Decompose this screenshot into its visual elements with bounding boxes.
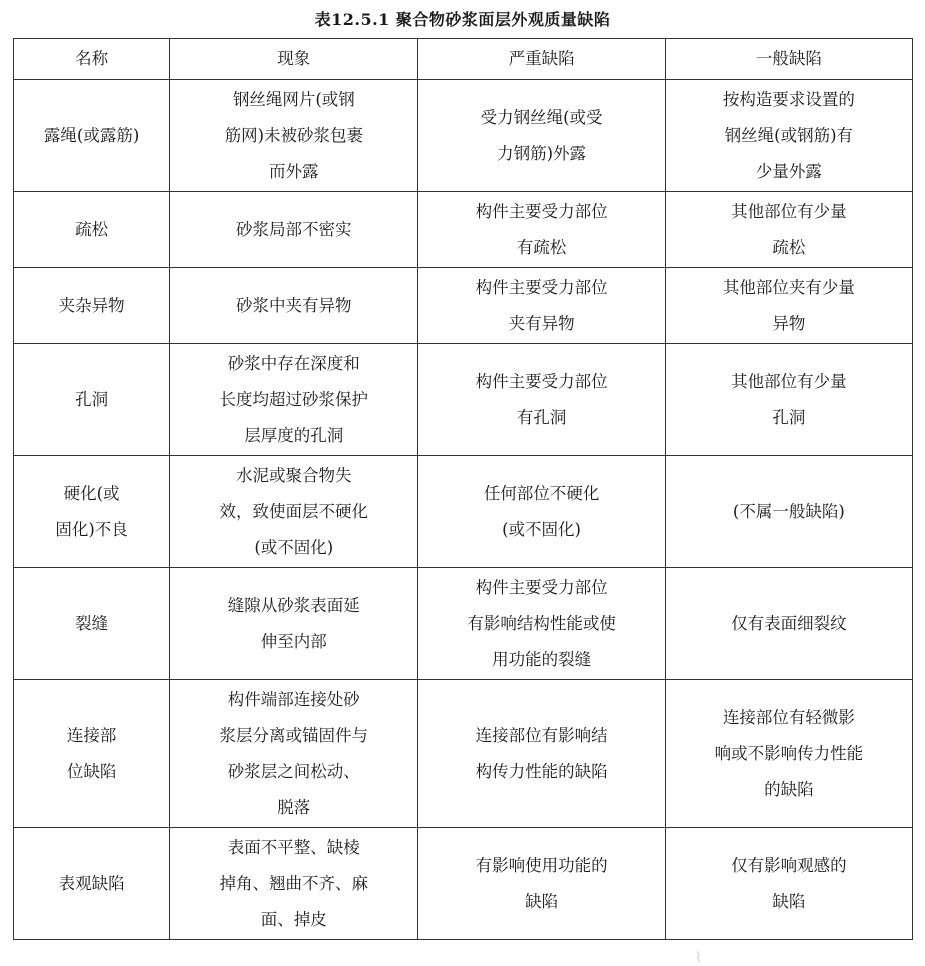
cell-line: 孔洞 [75,389,109,409]
cell-line: 构件主要受力部位 [475,577,608,597]
cell-line: 钢丝绳网片(或钢 [232,89,355,109]
cell-line: 掉角、翘曲不齐、麻 [219,873,369,893]
phenomenon-cell [170,268,418,344]
cell-line: 缺陷 [772,891,806,911]
name-cell [14,268,170,344]
general-defect-cell [665,828,912,940]
general-defect-cell [665,192,912,268]
cell-line: 缝隙从砂浆表面延 [227,595,360,615]
table-row [14,680,913,828]
header-serious-defect: 严重缺陷 [418,39,665,80]
cell-line: 异物 [772,313,806,333]
phenomenon-cell [170,80,418,192]
serious-defect-cell [418,568,665,680]
cell-line: 夹杂异物 [58,295,125,315]
cell-line: 伸至内部 [260,631,327,651]
cell-line: 的缺陷 [764,779,814,799]
name-cell [14,680,170,828]
general-defect-cell [665,568,912,680]
serious-defect-cell [418,80,665,192]
table-row [14,192,913,268]
phenomenon-cell [170,828,418,940]
cell-line: 效，致使面层不硬化 [219,501,369,521]
cell-line: 构件端部连接处砂 [227,689,360,709]
cell-line: 其他部位有少量 [731,371,847,391]
header-row [14,39,913,80]
cell-line: 连接部位有影响结 [475,725,608,745]
table-row [14,828,913,940]
cell-line: 构传力性能的缺陷 [475,761,608,781]
cell-line: 仅有表面细裂纹 [731,613,847,633]
cell-line: (或不固化) [254,537,334,557]
cell-line: 构件主要受力部位 [475,201,608,221]
table-row [14,568,913,680]
header-phenomenon: 现象 [170,39,418,80]
cell-line: 表观缺陷 [58,873,125,893]
cell-line: 孔洞 [772,407,806,427]
general-defect-cell [665,456,912,568]
cell-line: 任何部位不硬化 [483,483,600,503]
name-cell [14,568,170,680]
cell-line: 有疏松 [516,237,567,257]
cell-line: 裂缝 [75,613,109,633]
header-general-defect: 一般缺陷 [665,39,912,80]
cell-line: 有影响使用功能的 [475,855,608,875]
cell-line: (或不固化) [502,519,581,539]
cell-line: 少量外露 [755,161,822,181]
cell-line: 有孔洞 [516,407,567,427]
cell-line: 露绳(或露筋) [43,125,140,145]
serious-defect-cell [418,680,665,828]
serious-defect-cell [418,828,665,940]
table-row [14,80,913,192]
phenomenon-cell [170,568,418,680]
name-cell [14,344,170,456]
cell-line: 筋网)未被砂浆包裹 [224,125,364,145]
table-row [14,268,913,344]
cell-line: 水泥或聚合物失 [236,465,352,485]
cell-line: 其他部位夹有少量 [722,277,855,297]
cell-line: 浆层分离或锚固件与 [219,725,369,745]
serious-defect-cell [418,456,665,568]
cell-line: 长度均超过砂浆保护 [219,389,369,409]
cell-line: 缺陷 [525,891,559,911]
cell-line: 按构造要求设置的 [722,89,855,109]
serious-defect-cell [418,268,665,344]
cell-line: 硬化(或 [63,483,120,503]
cell-line: 层厚度的孔洞 [244,425,344,445]
cell-line: 夹有异物 [508,313,575,333]
phenomenon-cell [170,192,418,268]
cell-line: 位缺陷 [66,761,117,781]
cell-line: 面、掉皮 [260,909,327,929]
table-row [14,456,913,568]
general-defect-cell [665,80,912,192]
table-body [14,80,913,940]
cell-line: 疏松 [772,237,806,257]
cell-line: 构件主要受力部位 [475,371,608,391]
cell-line: 砂浆层之间松动、 [227,761,360,781]
cell-line: (不属一般缺陷) [732,501,845,521]
cell-line: 连接部位有轻微影 [722,707,855,727]
header-name: 名称 [14,39,170,80]
cell-line: 仅有影响观感的 [731,855,847,875]
cell-line: 有影响结构性能或使 [467,613,616,633]
phenomenon-cell [170,456,418,568]
table-title: 表12.5.1 聚合物砂浆面层外观质量缺陷 [314,10,611,29]
name-cell [14,456,170,568]
table-row [14,344,913,456]
serious-defect-cell [418,192,665,268]
name-cell [14,80,170,192]
cell-line: 固化)不良 [55,519,128,539]
cell-line: 疏松 [75,219,109,239]
cell-line: 砂浆中存在深度和 [227,353,360,373]
name-cell [14,828,170,940]
phenomenon-cell [170,344,418,456]
cell-line: 表面不平整、缺棱 [227,837,360,857]
cell-line: 受力钢丝绳(或受 [480,107,603,127]
cell-line: 连接部 [66,725,117,745]
watermark: ⌇ [695,950,702,966]
general-defect-cell [665,268,912,344]
general-defect-cell [665,344,912,456]
defect-table [13,38,913,940]
serious-defect-cell [418,344,665,456]
name-cell [14,192,170,268]
cell-line: 用功能的裂缝 [492,649,592,669]
cell-line: 钢丝绳(或钢筋)有 [724,125,854,145]
cell-line: 而外露 [269,161,319,181]
phenomenon-cell [170,680,418,828]
cell-line: 脱落 [277,797,311,817]
cell-line: 其他部位有少量 [731,201,847,221]
cell-line: 构件主要受力部位 [475,277,608,297]
cell-line: 砂浆局部不密实 [236,219,352,239]
cell-line: 砂浆中夹有异物 [236,295,352,315]
cell-line: 力钢筋)外露 [497,143,587,163]
cell-line: 响或不影响传力性能 [714,743,864,763]
general-defect-cell [665,680,912,828]
